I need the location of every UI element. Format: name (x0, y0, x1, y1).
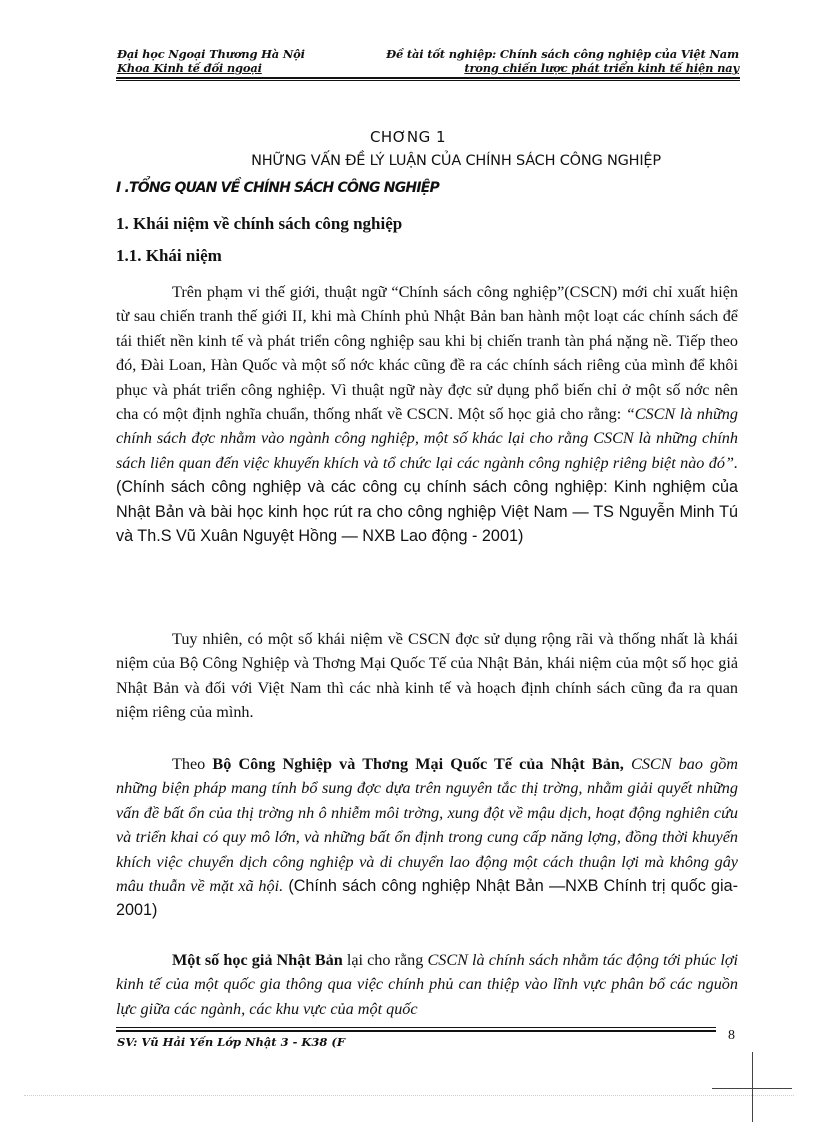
paragraph-2-text: Tuy nhiên, có một số khái niệm về CSCN đợc sử dụng rộng rãi và thống nhất là khái niệm của Bộ Công Nghiệp và Thơng Mại Quốc Tế của Nhật Bản, khái niệm của một số học giả Nhật Bản và đối với Việt Nam thì các nhà kinh tế và hoạch định chính sách cũng đa ra quan niệm riêng của mình. (116, 630, 738, 722)
header-rule-thin (116, 80, 740, 81)
paragraph-3-italic: CSCN bao gồm những biện pháp mang tính bổ sung đợc dựa trên nguyên tắc thị trờng, nhằm giải quyết những vấn đề bất ổn của thị trờng nh ô nhiễm môi trờng, xung đột về mậu dịch, hoạt động nghiên cứu và triển khai có quy mô lớn, và những bất ổn định trong cung cấp năng lợng, đồng thời khuyến khích việc chuyển dịch công nghiệp và di chuyển lao động một cách thuận lợi mà không gây mâu thuẫn về mặt xã hội. (116, 755, 738, 896)
crop-mark-horizontal (712, 1088, 792, 1089)
crop-mark-vertical (752, 1052, 753, 1122)
subsubsection-heading: 1.1. Khái niệm (116, 246, 222, 265)
chapter-label: CHƠNG 1 (369, 128, 447, 146)
paragraph-2 (116, 627, 738, 725)
footer-rule (116, 1030, 716, 1032)
subsection-heading: 1. Khái niệm về chính sách công nghiệp (116, 214, 403, 233)
paragraph-1-quote: “CSCN là những chính sách đợc nhằm vào ngành công nghiệp, một số khác lại cho rằng CSCN là những chính sách liên quan đến việc khuyến khích và tổ chức lại các ngành công nghiệp riêng biệt nào đó”. (116, 405, 738, 472)
header-thesis-title: Đề tài tốt nghiệp: Chính sách công nghiệp của Việt Nam (386, 47, 739, 61)
page-edge-dots (24, 1095, 794, 1096)
paragraph-1-text: Trên phạm vi thế giới, thuật ngữ “Chính sách công nghiệp”(CSCN) mới chỉ xuất hiện từ sau chiến tranh thế giới II, khi mà Chính phủ Nhật Bản ban hành một loạt các chính sách để tái thiết nền kinh tế và phát triển công nghiệp sau khi bị chiến tranh tàn phá nặng nề. Tiếp theo đó, Đài Loan, Hàn Quốc và một số nớc khác cũng đề ra các chính sách riêng của mình để khôi phục và phát triển công nghiệp. Vì thuật ngữ này đợc sử dụng phổ biến chỉ ở một số nớc nên cha có một định nghĩa chuẩn, thống nhất về CSCN. Một số học giả cho rằng: (116, 283, 738, 424)
paragraph-4-bold: Một số học giả Nhật Bản (172, 951, 343, 969)
footer-rule-thin (116, 1027, 716, 1028)
paragraph-3-citation: (Chính sách công nghiệp Nhật Bản —NXB Chính trị quốc gia- 2001) (116, 877, 738, 920)
page-number: 8 (728, 1028, 735, 1043)
paragraph-4 (116, 948, 738, 1021)
paragraph-3-bold: Bộ Công Nghiệp và Thơng Mại Quốc Tế của Nhật Bản, (212, 755, 624, 773)
header-rule (116, 77, 740, 79)
header-thesis-subtitle: trong chiến lược phát triển kinh tế hiện nay (464, 61, 739, 75)
chapter-title: NHỮNG VẤN ĐỀ LÝ LUẬN CỦA CHÍNH SÁCH CÔNG NGHIỆP (251, 153, 661, 169)
paragraph-3 (116, 752, 738, 923)
paragraph-1-citation: (Chính sách công nghiệp và các công cụ chính sách công nghiệp: Kinh nghiệm của Nhật Bản và bài học kinh học rút ra cho công nghiệp Việt Nam — TS Nguyễn Minh Tú và Th.S Vũ Xuân Nguyệt Hồng — NXB Lao động - 2001) (116, 478, 738, 546)
section-heading: I .TỔNG QUAN VỀ CHÍNH SÁCH CÔNG NGHIỆP (116, 180, 439, 196)
header-university: Đại học Ngoại Thương Hà Nội (117, 47, 305, 61)
paragraph-4-mid: lại cho rằng (342, 951, 428, 969)
paragraph-1 (116, 280, 738, 548)
header-faculty: Khoa Kinh tế đối ngoại (117, 61, 262, 75)
footer-author: SV: Vũ Hải Yến Lớp Nhật 3 - K38 (F (117, 1035, 346, 1049)
paragraph-4-italic: CSCN là chính sách nhằm tác động tới phúc lợi kinh tế của một quốc gia thông qua việc chính phủ can thiệp vào lĩnh vực phân bổ các nguồn lực giữa các ngành, các khu vực của một quốc (116, 951, 738, 1018)
paragraph-3-lead: Theo (172, 755, 213, 773)
